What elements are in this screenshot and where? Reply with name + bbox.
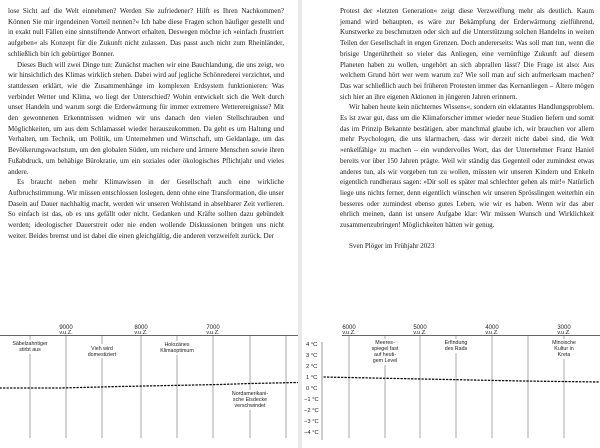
tick-unit-label: v.u.Z. [557, 330, 571, 336]
timeline-left [0, 322, 298, 448]
event-label: Klimaoptimum [160, 348, 194, 354]
event-label: des Rads [444, 346, 468, 352]
event-label: spiegel fast [371, 346, 399, 352]
tick-year-label: 3000 [557, 325, 571, 331]
left-text-column [8, 6, 284, 241]
y-tick-label: 3 °C [306, 353, 318, 359]
y-tick-label: −1 °C [304, 397, 319, 403]
event-label: Meeres- [375, 340, 395, 346]
right-page [302, 0, 600, 448]
timeline-left-chart [0, 322, 298, 448]
tick-year-label: 6000 [342, 325, 356, 331]
event-label: Holozänes [164, 342, 190, 348]
paragraph: Dieses Buch will zwei Dinge tun: Zunächst machen wir eine Bauchlandung, die uns zeigt, wo wir hinsichtlich des Klimas wirklich stehen. Dabei wird auf jegliche Schönrederei verzichtet, und stattdessen erklärt, wie die Zusammenhänge im komplexen Erdsystem funktionieren: Was verbindet Wetter und Klima, wo liegt der Unterschied? Wohin entwickelt sich die Welt durch unser Handeln und warum sorgt die Erderwärmung für immer extremere Wetterereignisse? Mit den gewonnenen Erkenntnissen widmen wir uns danach den vielen Stellschrauben und Möglichkeiten, um aus dem Schlamassel wieder herauszukommen. Da geht es um Haltung und Verhalten, um Technik, um Politik, um Unternehmen und Wirtschaft, um Geldanlage, um das Bevölkerungswachstum, um den globalen Süden, um reichere und ärmere Menschen sowie ihren Fußabdruck, um behäbige Bürokratie, um ein soziales oder ökologisches Pflichtjahr und vieles andere. [8, 60, 284, 176]
tick-unit-label: v.u.Z. [134, 330, 148, 336]
timeline-event [226, 390, 274, 410]
event-label: auf heuti- [373, 352, 397, 358]
y-tick-label: 0 °C [306, 386, 318, 392]
y-tick-label: 2 °C [306, 364, 318, 370]
timeline-event [364, 339, 406, 365]
right-text-column [340, 6, 594, 252]
left-page [0, 0, 298, 448]
timeline-right-chart [302, 322, 600, 448]
event-label: Nordamerikani- [231, 391, 269, 397]
event-label: stirbt aus [19, 347, 41, 353]
timeline-event [82, 344, 122, 358]
timeline-right [302, 322, 600, 448]
timeline-event [155, 341, 199, 355]
tick-year-label: 7000 [206, 325, 220, 331]
y-axis [304, 342, 322, 440]
tick-year-label: 9000 [59, 325, 73, 331]
timeline-event [440, 339, 472, 353]
y-tick-label: −2 °C [304, 408, 319, 414]
event-label: Säbelzahntiger [12, 341, 48, 347]
timeline-event [546, 339, 582, 359]
y-tick-label: 1 °C [306, 375, 318, 381]
event-label: Kultur in [554, 346, 574, 352]
paragraph: Es braucht neben mehr Klimawissen in der Gesellschaft auch eine wirkliche Aufbruchstimmung. Wir müssen entschlossen loslegen, denn ohne eine Transformation, die unser Dasein auf Dauer nachhaltig macht, werden wir unseren Wohlstand in absehbarer Zeit verlieren. So einfach ist das, ob es uns gefällt oder nicht. Gedanken und Kräfte sollten dazu gebündelt werden; ideologischer Dauerstreit oder nie enden wollende Diskussionen bringen uns nicht weiter. Beides bremst und ist dabei die einen gleichgültig, die anderen verzweifelt zurück. Der [8, 178, 284, 240]
paragraph: Wir haben heute kein nüchternes Wissens«, sondern ein eklatantes Handlungsproblem. Es ist zwar gut, dass um die Klimaforscher immer wieder neue Studien liefern und somit das im Prinzip Bekannte bestätigen, aber manchmal glaube ich, wir brauchen vor allem mehr Psychologen, die uns klarmachen, dass wir derzeit nicht dabei sind, die Welt »enkelfähig« zu machen – ein wundervolles Wort, das der Unternehmer Franz Haniel bereits vor über 150 Jahren prägte. Weil wir ständig das Gegenteil oder zumindest etwas anderes tun, als wir vorgeben tun zu wollen, müssten wir unseren Kindern und Enkeln eigentlich rundheraus sagen: »Dir soll es später mal schlechter gehen als mir!« Natürlich liege uns nichts ferner, denn eigentlich wünschen wir unseren Sprösslingen weiterhin ein besseres oder zumindest ebenso gutes Leben, wie wir es haben. Wenn wir das aber ehrlich meinen, dann ist unsere Aufgabe klar: Wir müssen Wunsch und Wirklichkeit zusammenzubringen! Möglichkeiten hätten wir genug. [340, 103, 594, 230]
tick-year-label: 5000 [413, 325, 427, 331]
tick-unit-label: v.u.Z. [485, 330, 499, 336]
tick-unit-label: v.u.Z. [59, 330, 73, 336]
tick-unit-label: v.u.Z. [413, 330, 427, 336]
tick-unit-label: v.u.Z. [342, 330, 356, 336]
temperature-trace [0, 383, 298, 389]
event-label: verschwindet [234, 403, 266, 409]
event-label: sche Eisdecke [232, 397, 268, 403]
paragraph: lose Sicht auf die Welt einnehmen? Werden Sie zufriedener? Hilft es Ihren Nachkommen? Können Sie mir irgendeinen Vorteil nennen?« Ich habe diese Fragen schon häufiger gestellt und in exakt null Fällen eine sinnstiftende Antwort erhalten. Deswegen möchte ich »einfach frustriert aufgeben« als Konzept für die Zukunft nicht zulassen. Das passt auch nicht zum Rheinländer, schließlich bin ich gebürtiger Bonner. [8, 7, 284, 58]
event-label: Erfindung [444, 340, 468, 346]
y-tick-label: −4 °C [304, 430, 319, 436]
event-label: Kreta [557, 352, 571, 358]
event-label: domestiziert [87, 352, 117, 358]
event-label: Vieh wird [91, 346, 113, 352]
timeline-event [5, 340, 55, 354]
y-tick-label: −3 °C [304, 419, 319, 425]
tick-year-label: 8000 [134, 325, 148, 331]
tick-unit-label: v.u.Z. [206, 330, 220, 336]
tick-year-label: 4000 [485, 325, 499, 331]
event-label: Minoische [552, 340, 576, 346]
signature: Sven Plöger im Frühjahr 2023 [349, 242, 435, 251]
event-label: gem Level [372, 358, 398, 364]
y-tick-label: 4 °C [306, 342, 318, 348]
temperature-trace [324, 377, 600, 382]
paragraph: Protest der »letzten Generation« zeigt diese Verzweiflung mehr als deutlich. Kaum jemand wird behaupten, es wäre zur Bekämpfung der Erderwärmung zielführend, Kunstwerke zu beschmutzen oder sich auf die Unterstützung solchen Handelns in weiten Teilen der Gesellschaft in engen Grenzen. Doch andererseits: Was soll man tun, wenn die brisige Ungerührtheit so vieler das Anliegen, eine vernünftige Zukunft auf diesem Planeten haben zu wollen, ungehört an sich abprallen lässt? Die Frage ist also: Aus welchem Grund hört wer wem warum zu? Wie soll man auf sich aufmerksam machen? Das war schließlich auch bei früheren Protesten immer das Kernanliegen – Ältere mögen sich hier an ihre eigenen Aktionen in jüngeren Jahren erinnern. [340, 7, 594, 101]
